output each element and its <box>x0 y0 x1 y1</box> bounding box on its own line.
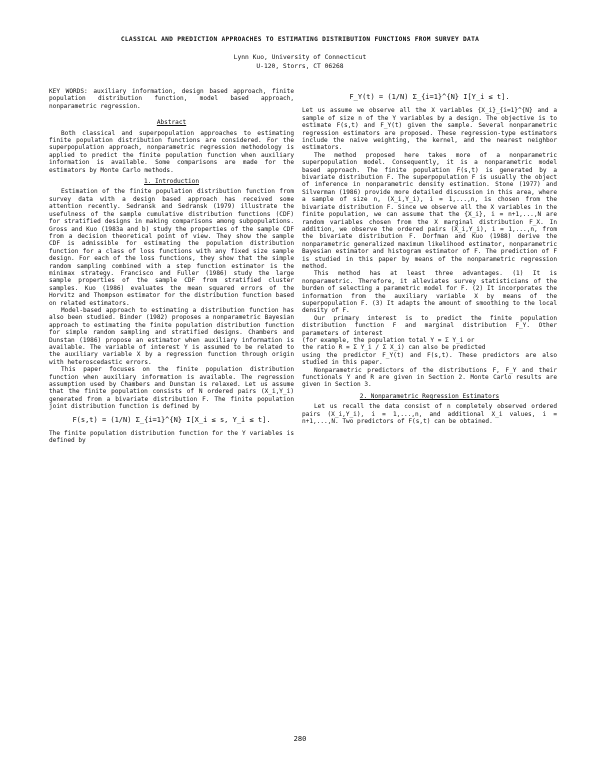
right-column <box>302 88 557 425</box>
intro-paragraph-2: Model-based approach to estimating a distribution function has also been studied. Binder (1982) proposes a nonparametric Bayesian approach to estimating the finite population distribution function for simple random sampling and stratified designs. Chambers and Dunstan (1986) propose an estimator when auxiliary information is available. The variable of interest Y is assumed to be related to the auxiliary variable X by a regression function through origin with heteroscedastic errors. <box>49 306 294 366</box>
abstract-heading: Abstract <box>156 119 187 127</box>
right-paragraph-6: the ratio R = Σ Y_i / Σ X_i) can also be predicted <box>302 344 486 352</box>
section2-heading: 2. Nonparametric Regression Estimators <box>359 392 500 400</box>
keywords: KEY WORDS: auxiliary information, design based approach, finite population distribution function, model based approach, nonparametric regression. <box>49 88 294 110</box>
author-block <box>0 53 600 71</box>
right-paragraph-5: (for example, the population total Y = Σ Y_i or <box>302 337 475 344</box>
joint-cdf-equation: F(s,t) = (1/N) Σ_{i=1}^{N} I[X_i ≤ s, Y_i ≤ t]. <box>72 415 271 424</box>
right-paragraph-3: This method has at least three advantages. (1) It is nonparametric. Therefore, it alleviates survey statisticians of the burden of selecting a parametric model for F. (2) It incorporates the information from the auxiliary variable X by means of the superpopulation F. (3) It adapts the amount of smoothing to the local density of F. <box>302 270 557 315</box>
marginal-cdf-equation: F_Y(t) = (1/N) Σ_{i=1}^{N} I[Y_i ≤ t]. <box>349 93 510 101</box>
paper-title: CLASSICAL AND PREDICTION APPROACHES TO ESTIMATING DISTRIBUTION FUNCTIONS FROM SURVEY DATA <box>120 36 480 43</box>
page-number: 280 <box>293 735 307 743</box>
right-paragraph-8: Nonparametric predictors of the distributions F, F_Y and their functionals Y and R are given in Section 2. Monte Carlo results are given in Section 3. <box>302 366 557 389</box>
section2-text: Let us recall the data consist of n completely observed ordered pairs (X_i,Y_i), i = 1,...,n, and additional X_i values, i = n+1,...,N. Two predictors of F(s,t) can be obtained. <box>302 403 557 426</box>
author-line: Lynn Kuo, University of Connecticut <box>233 54 367 61</box>
intro-paragraph-1: Estimation of the finite population distribution function from survey data with a design based approach has received some attention recently. Sedransk and Sedransk (1979) illustrate the usefulness of the sample cumulative distribution functions (CDF) for stratified designs in making comparisons among subpopulations. Gross and Kuo (1983a and b) study the properties of the sample CDF from a decision theoretical point of view. They show the sample CDF is admissible for estimating the population distribution function for a class of loss functions with any fixed size sample design. For each of the loss functions, they show that the simple random sampling combined with a step function estimator is the minimax strategy. Francisco and Fuller (1986) study the large sample properties of the sample CDF from stratified cluster samples. Kuo (1986) evaluates the mean squared errors of the Horvitz and Thompson estimator for the distribution function based on related estimators. <box>49 188 294 307</box>
right-paragraph-7: using the predictor F_Y(t) and F(s,t). These predictors are also studied in this paper. <box>302 351 557 367</box>
abstract-text: Both classical and superpopulation approaches to estimating finite population distribution functions are considered. For the superpopulation approach, nonparametric regression methodology is applied to predict the finite population function when auxiliary information is available. Some comparisons are made for the estimators by Monte Carlo methods. <box>49 129 294 174</box>
address-line: U-120, Storrs, CT 06268 <box>256 63 344 70</box>
left-column <box>49 88 294 445</box>
right-paragraph-4: Our primary interest is to predict the finite population distribution function F and marginal distribution F_Y. Other parameters of interest <box>302 314 557 337</box>
left-tail-text: The finite population distribution function for the Y variables is defined by <box>49 430 294 445</box>
intro-paragraph-3: This paper focuses on the finite population distribution function when auxiliary information is available. The regression assumption used by Chambers and Dunstan is relaxed. Let us assume that the finite population consists of N ordered pairs (X_i,Y_i) generated from a bivariate distribution F. The finite population joint distribution function is defined by <box>49 366 294 411</box>
right-paragraph-2: The method proposed here takes more of a nonparametric superpopulation model. Consequently, it is a nonparametric model based approach. The finite population F(s,t) is generated by a bivariate distribution F. The superpopulation F is usually the object of inference in nonparametric density estimation. Stone (1977) and Silverman (1986) provide more detailed discussion in this area, where a sample of size n, (X_i,Y_i), i = 1,...,n, is chosen from the bivariate distribution F. Since we observe all the X variables in the finite population, we can assume that the {X_i}, i = n+1,...,N are random variables chosen from the X marginal distribution F_X. In addition, we observe the ordered pairs (X_i,Y_i), i = 1,...,n, from the bivariate distribution F. Dorfman and Kuo (1988) derive the nonparametric generalized maximum likelihood estimator, nonparametric Bayesian estimator and histogram estimator of F. The prediction of F is studied in this paper by means of the nonparametric regression method. <box>302 151 557 270</box>
right-paragraph-1: Let us assume we observe all the X variables {X_i}_{i=1}^{N} and a sample of size n of the Y variables by a design. The objective is to estimate F(s,t) and F_Y(t) given the sample. Several nonparametric regression estimators are proposed. These regression-type estimators include the naive weighting, the kernel, and the nearest neighbor estimators. <box>302 107 557 152</box>
section1-heading: 1. Introduction <box>143 178 200 186</box>
